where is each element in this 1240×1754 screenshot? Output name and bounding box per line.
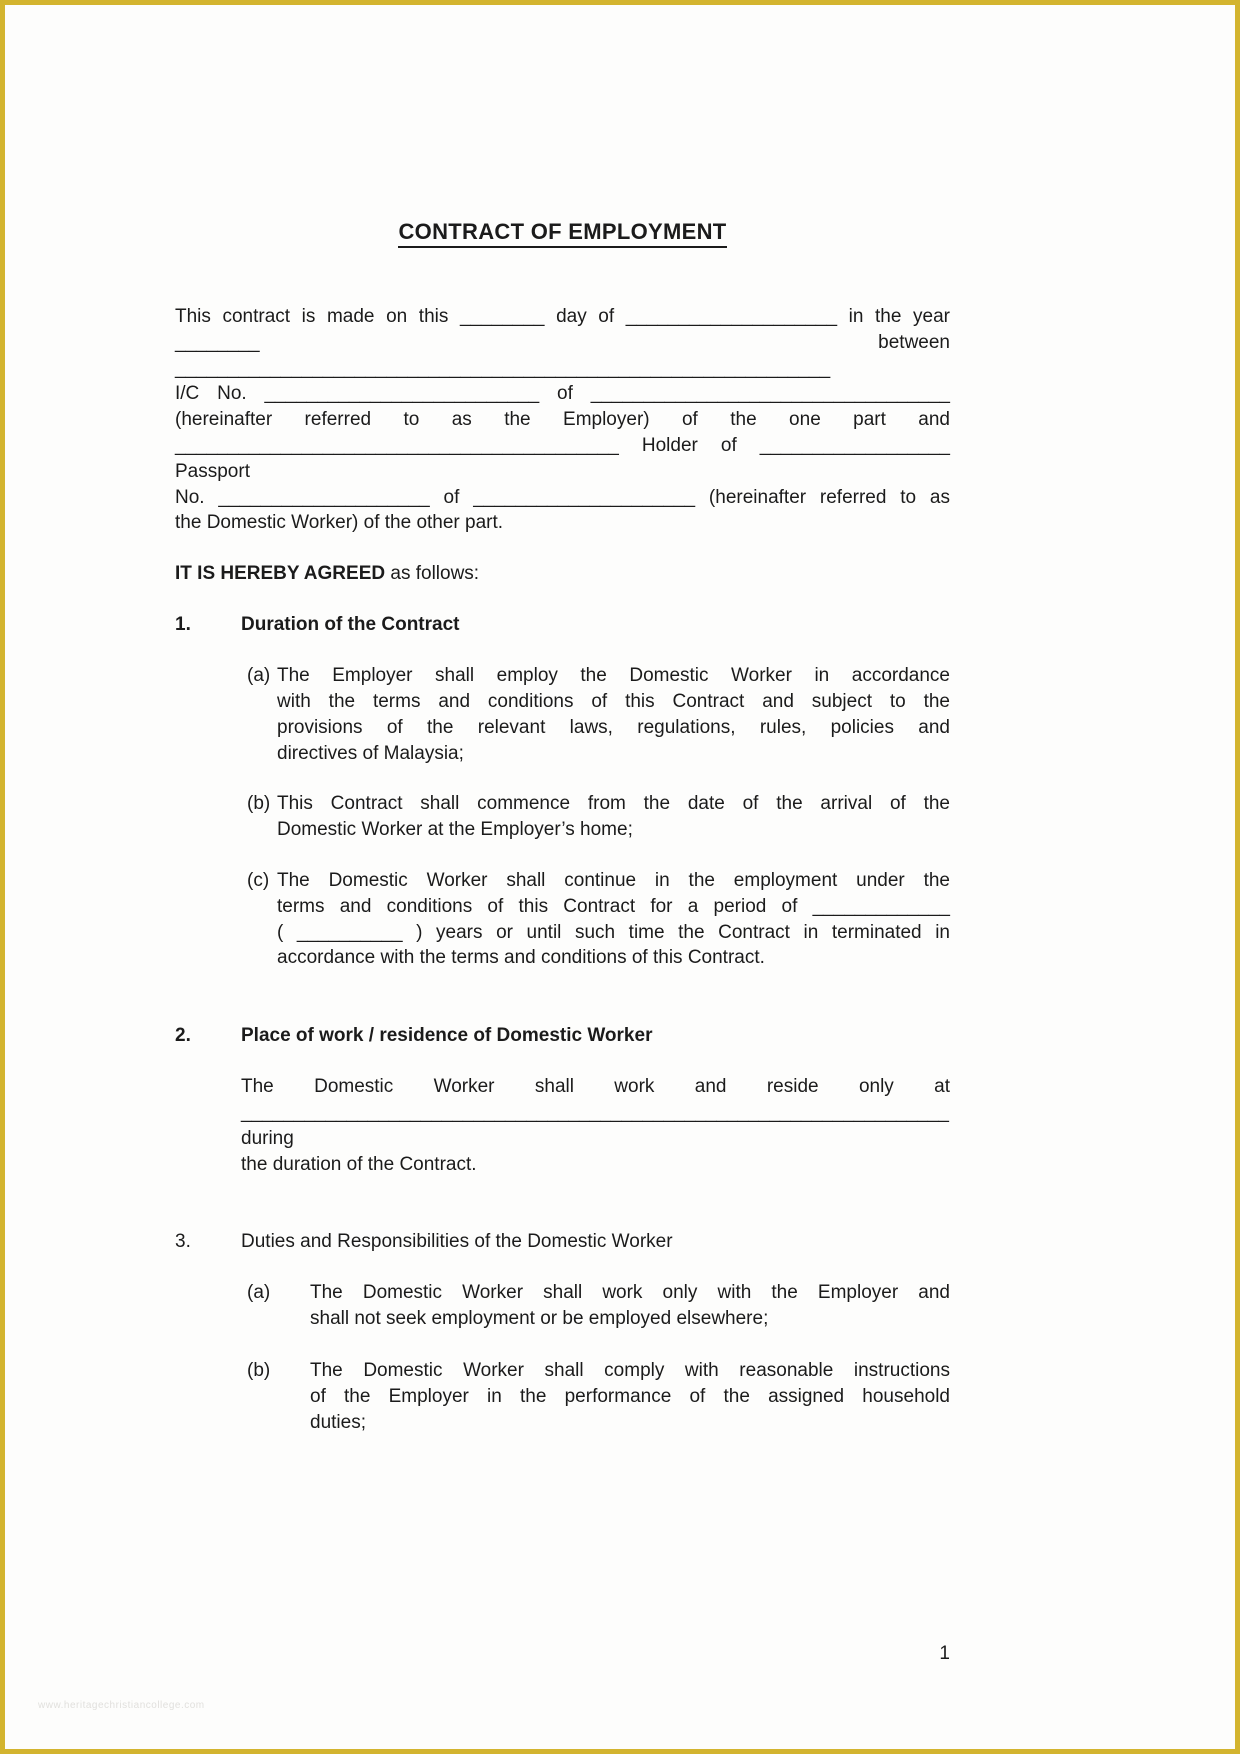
paragraph-line: ___________________________________________________________________ during — [241, 1101, 949, 1149]
clause-line: terms and conditions of this Contract for a period of _____________ — [277, 895, 950, 917]
intro-line: the Domestic Worker) of the other part. — [175, 512, 504, 534]
document-title — [175, 220, 950, 248]
intro-line: No. ____________________ of _____________________ (hereinafter referred to as — [175, 486, 950, 508]
intro-paragraph — [175, 304, 950, 536]
clause-line: The Employer shall employ the Domestic Worker in accordance — [277, 665, 950, 687]
clause-line: duties; — [310, 1411, 366, 1433]
clause-line: with the terms and conditions of this Contract and subject to the — [277, 690, 950, 712]
document-title-text: CONTRACT OF EMPLOYMENT — [398, 220, 726, 248]
clause-3a-marker: (a) — [247, 1282, 271, 1304]
clause-line: The Domestic Worker shall continue in the employment under the — [277, 869, 950, 891]
clause-3b-text — [310, 1358, 950, 1435]
section-3-number: 3. — [175, 1231, 191, 1253]
intro-line: I/C No. __________________________ of __________________________________ — [175, 383, 950, 405]
section-2-number: 2. — [175, 1025, 191, 1047]
section-1 — [175, 612, 950, 971]
clause-line: The Domestic Worker shall comply with reasonable instructions — [310, 1359, 950, 1381]
section-2-heading — [175, 1023, 950, 1049]
section-3-heading-text: Duties and Responsibilities of the Domestic Worker — [241, 1231, 673, 1253]
intro-line: This contract is made on this ________ day of ____________________ in the year — [175, 306, 950, 327]
clause-1b — [247, 791, 950, 843]
clause-1c-marker: (c) — [247, 869, 270, 891]
clause-1a-marker: (a) — [247, 665, 271, 687]
clause-line: ( __________ ) years or until such time the Contract in terminated in — [277, 921, 950, 943]
clause-1c-text — [277, 868, 950, 971]
clause-line: of the Employer in the performance of the assigned household — [310, 1385, 950, 1407]
clause-1b-text — [277, 791, 950, 843]
clause-3b-marker: (b) — [247, 1359, 271, 1381]
section-2-paragraph — [241, 1074, 950, 1177]
clause-1b-marker: (b) — [247, 793, 271, 815]
clause-1a — [247, 663, 950, 766]
clause-3a — [247, 1280, 950, 1332]
document-page — [175, 220, 950, 1435]
intro-line: __________________________________________ Holder of __________________ Passport — [175, 434, 950, 482]
clause-3b — [247, 1358, 950, 1435]
clause-line: provisions of the relevant laws, regulations, rules, policies and — [277, 716, 950, 738]
clause-1a-text — [277, 663, 950, 766]
clause-1c — [247, 868, 950, 971]
section-3-heading — [175, 1229, 950, 1255]
paragraph-line: The Domestic Worker shall work and reside only at — [241, 1076, 950, 1098]
section-3 — [175, 1229, 950, 1435]
clause-line: directives of Malaysia; — [277, 742, 464, 764]
page-number: 1 — [939, 1643, 950, 1664]
section-1-heading-text: Duration of the Contract — [241, 614, 460, 636]
clause-line: Domestic Worker at the Employer’s home; — [277, 819, 633, 841]
clause-line: accordance with the terms and conditions of this Contract. — [277, 947, 765, 969]
agreement-clause-rest: as follows: — [385, 563, 480, 585]
agreement-clause — [175, 561, 950, 587]
paragraph-line: the duration of the Contract. — [241, 1153, 477, 1175]
section-1-heading — [175, 612, 950, 638]
intro-line: (hereinafter referred to as the Employer) of the one part and — [175, 409, 950, 431]
watermark: www.heritagechristiancollege.com — [38, 1700, 205, 1711]
agreement-clause-bold: IT IS HEREBY AGREED — [175, 563, 386, 585]
clause-line: This Contract shall commence from the date of the arrival of the — [277, 793, 950, 815]
clause-3a-text — [310, 1280, 950, 1332]
clause-line: The Domestic Worker shall work only with the Employer and — [310, 1282, 950, 1304]
clause-line: shall not seek employment or be employed elsewhere; — [310, 1308, 769, 1330]
section-2 — [175, 1023, 950, 1177]
intro-line: ________ between ______________________________________________________________ — [175, 331, 950, 379]
section-2-heading-text: Place of work / residence of Domestic Worker — [241, 1025, 653, 1047]
section-1-number: 1. — [175, 614, 191, 636]
